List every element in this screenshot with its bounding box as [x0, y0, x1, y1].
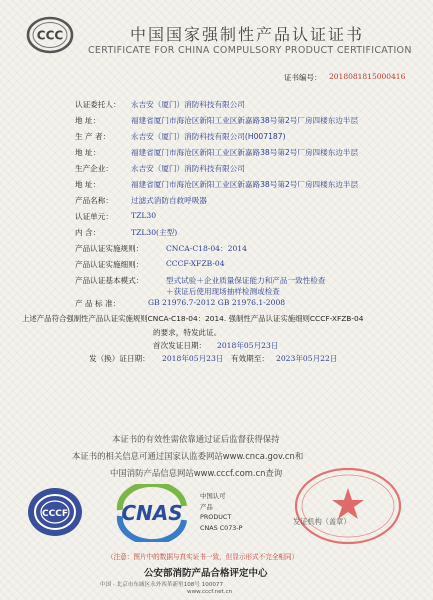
ccc-logo-text: CCC: [36, 28, 64, 43]
issuing-authority: 公安部消防产品合格评定中心: [144, 568, 268, 579]
expiry-label: 有效期至：: [231, 354, 269, 363]
field-value: 永吉安（厦门）消防科技有限公司: [131, 100, 245, 109]
rule-label: 产 品 标 准：: [75, 299, 121, 308]
display-warning: （注意：图片中的数据与真实证书一致，但显示形式不完全相同）: [107, 553, 299, 561]
issue-date: 2018年05月23日: [162, 354, 224, 363]
statement-line-1: 上述产品符合强制性产品认证实施规则CNCA-C18-04：2014. 强制性产品认证实施细则CCCF-XFZB-04: [22, 314, 364, 323]
field-label: 产品名称：: [75, 196, 113, 205]
first-issue-date: 2018年05月23日: [217, 341, 279, 350]
expiry-date: 2023年05月22日: [276, 354, 338, 363]
official-seal-icon: [292, 466, 404, 546]
field-label: 认证委托人：: [75, 100, 121, 109]
cccf-logo-text: CCCF: [42, 509, 68, 519]
issue-label: 发（换）证日期：: [89, 354, 150, 363]
note-line: 本证书的有效性需依靠通过证后监督获得保持: [112, 434, 280, 444]
field-label: 认证单元：: [75, 212, 113, 221]
ccc-logo-icon: [26, 16, 74, 54]
field-value: 永吉安（厦门）消防科技有限公司: [131, 164, 245, 173]
cnas-logo-icon: [112, 484, 192, 542]
field-label: 地 址：: [75, 116, 101, 125]
issuer-seal-label: 发证机构（盖章）: [293, 517, 351, 526]
field-value: 福建省厦门市海沧区新阳工业区新嘉路38号第2号厂房四楼东边半层: [131, 180, 359, 189]
note-line: 中国消防产品信息网站www.cccf.com.cn查询: [110, 468, 283, 478]
rule-value-continued: ＋获证后使用现场抽样检测或检查: [166, 287, 280, 296]
authority-website: www.cccf.net.cn: [187, 589, 233, 595]
rule-value: CNCA-C18-04：2014: [166, 244, 247, 253]
rule-value: GB 21976.7-2012 GB 21976.1-2008: [148, 298, 286, 307]
rule-value: 型式试验＋企业质量保证能力和产品一致性检查: [166, 276, 326, 285]
cnas-en-line-1: PRODUCT: [200, 513, 232, 521]
cnas-en-line-2: CNAS C073-P: [200, 524, 243, 532]
field-value: 福建省厦门市海沧区新阳工业区新嘉路38号第2号厂房四楼东边半层: [131, 148, 359, 157]
certificate-title-cn: 中国国家强制性产品认证证书: [130, 25, 365, 44]
first-issue-label: 首次发证日期：: [153, 341, 207, 350]
rule-label: 产品认证实施规则：: [75, 244, 144, 253]
field-label: 内 含：: [75, 228, 101, 237]
cnas-cn-line-1: 中国认可: [200, 492, 226, 500]
field-value: TZL30(主型): [131, 228, 178, 237]
cnas-logo-text: CNAS: [121, 501, 183, 525]
rule-label: 产品认证基本模式：: [75, 276, 144, 285]
certificate-number-label: 证书编号：: [284, 73, 322, 82]
field-label: 地 址：: [75, 148, 101, 157]
field-value: 永吉安（厦门）消防科技有限公司(H007187): [131, 132, 286, 141]
authority-address: 中国 · 北京市东城区永外西革新里108号 100077: [100, 582, 224, 588]
statement-line-2: 的要求，特发此证。: [153, 328, 222, 337]
cccf-logo-icon: [26, 486, 84, 538]
certificate-number: 2018081815000416: [329, 72, 406, 81]
certificate-title-en: CERTIFICATE FOR CHINA COMPULSORY PRODUCT CERTIFICATION: [88, 45, 412, 56]
note-line: 本证书的相关信息可通过国家认监委网站www.cnca.gov.cn和: [72, 451, 304, 461]
field-value: TZL30: [131, 211, 157, 220]
field-label: 地 址：: [75, 180, 101, 189]
field-label: 生 产 者：: [75, 132, 111, 141]
rule-value: CCCF-XFZB-04: [166, 259, 225, 268]
field-label: 生产企业：: [75, 164, 113, 173]
field-value: 福建省厦门市海沧区新阳工业区新嘉路38号第2号厂房四楼东边半层: [131, 116, 359, 125]
field-value: 过滤式消防自救呼吸器: [131, 196, 207, 205]
rule-label: 产品认证实施细则：: [75, 260, 144, 269]
cnas-cn-line-2: 产品: [200, 503, 213, 511]
